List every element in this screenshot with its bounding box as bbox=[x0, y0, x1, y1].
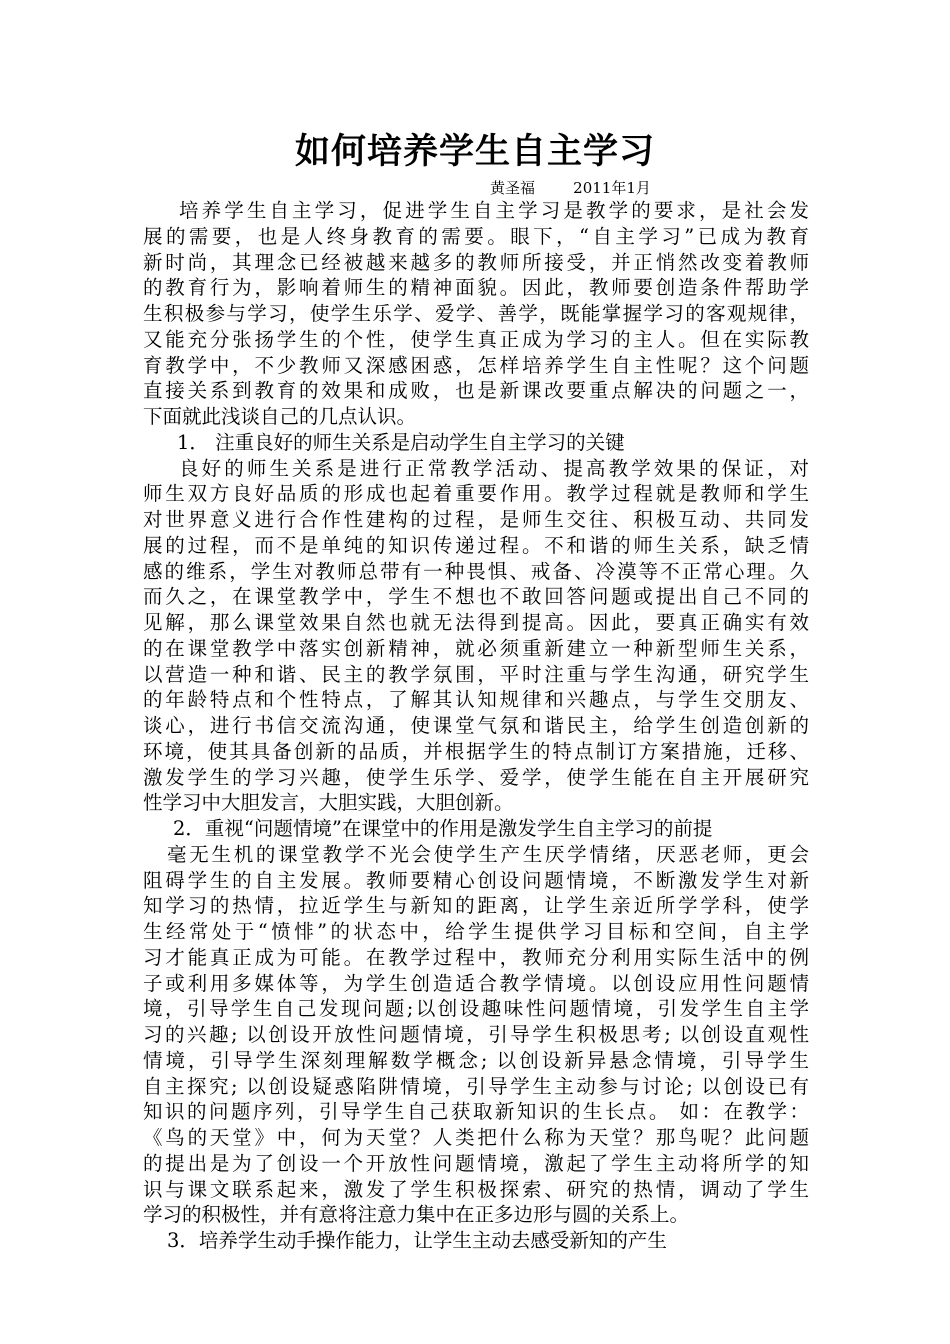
paragraph-line: 习的兴趣; 以创设开放性问题情境，引导学生积极思考; 以创设直观性 bbox=[143, 1023, 809, 1046]
paragraph-line: 环境，使其具备创新的品质，并根据学生的特点制订方案措施，迁移、 bbox=[143, 739, 809, 763]
paragraph-line: 子或利用多媒体等，为学生创造适合教学情境。以创设应用性问题情 bbox=[143, 971, 809, 995]
paragraph-line: 良好的师生关系是进行正常教学活动、提高教学效果的保证，对 bbox=[179, 456, 809, 480]
author-name: 黄圣福 bbox=[490, 179, 536, 197]
paragraph-line: 境，引导学生自己发现问题;以创设趣味性问题情境，引发学生自主学 bbox=[143, 997, 809, 1021]
paragraph-line: 下面就此浅谈自己的几点认识。 bbox=[143, 405, 417, 428]
paragraph-line: 识与课文联系起来，激发了学生积极探索、研究的热情，调动了学生 bbox=[143, 1177, 809, 1201]
paragraph-line: 生积极参与学习，使学生乐学、爱学、善学，既能掌握学习的客观规律， bbox=[143, 302, 809, 325]
paragraph bbox=[143, 198, 809, 430]
paragraph-line: 师生双方良好品质的形成也起着重要作用。教学过程就是教师和学生 bbox=[143, 482, 809, 506]
paragraph-line: 毫无生机的课堂教学不光会使学生产生厌学情绪，厌恶老师，更会 bbox=[167, 842, 809, 866]
paragraph-line: 1． 注重良好的师生关系是启动学生自主学习的关键 bbox=[177, 430, 625, 454]
paragraph-line: 育教学中，不少教师又深感困惑，怎样培养学生自主性呢？这个问题 bbox=[143, 353, 809, 377]
paragraph-line: 以营造一种和谐、民主的教学氛围，平时注重与学生沟通，研究学生 bbox=[143, 662, 809, 686]
byline bbox=[490, 177, 651, 199]
paragraph-line: 知识的问题序列，引导学生自己获取新知识的生长点。 如：在教学： bbox=[143, 1100, 809, 1124]
byline-gap bbox=[535, 179, 573, 197]
paragraph-line: 阻碍学生的自主发展。教师要精心创设问题情境，不断激发学生对新 bbox=[143, 868, 809, 892]
document-body bbox=[143, 198, 809, 1254]
paragraph-line: 培养学生自主学习，促进学生自主学习是教学的要求，是社会发 bbox=[179, 199, 809, 222]
paragraph-line: 新时尚，其理念已经被越来越多的教师所接受，并正悄然改变着教师 bbox=[143, 250, 809, 274]
paragraph-line: 性学习中大胆发言，大胆实践，大胆创新。 bbox=[143, 791, 514, 815]
paragraph-line: 习才能真正成为可能。在教学过程中，教师充分利用实际生活中的例 bbox=[143, 945, 809, 969]
paragraph-line: 情境，引导学生深刻理解数学概念; 以创设新异悬念情境，引导学生 bbox=[143, 1048, 809, 1072]
paragraph-line: 谈心，进行书信交流沟通，使课堂气氛和谐民主，给学生创造创新的 bbox=[143, 714, 809, 737]
paragraph-line: 激发学生的学习兴趣，使学生乐学、爱学，使学生能在自主开展研究 bbox=[143, 765, 809, 789]
document-title: 如何培养学生自主学习 bbox=[294, 132, 655, 172]
paragraph-line: 又能充分张扬学生的个性，使学生真正成为学习的主人。但在实际教 bbox=[143, 327, 809, 351]
paragraph-line: 展的需要，也是人终身教育的需要。眼下，“自主学习”已成为教育 bbox=[143, 224, 809, 248]
paragraph bbox=[143, 816, 809, 842]
paragraph-line: 感的维系，学生对教师总带有一种畏惧、戒备、冷漠等不正常心理。久 bbox=[143, 559, 809, 583]
paragraph-line: 而久之，在课堂教学中，学生不想也不敢回答问题或提出自己不同的 bbox=[143, 585, 809, 609]
paragraph-line: 对世界意义进行合作性建构的过程，是师生交往、积极互动、共同发 bbox=[143, 508, 809, 531]
paragraph bbox=[143, 1228, 809, 1254]
paragraph-line: 的教育行为，影响着师生的精神面貌。因此，教师要创造条件帮助学 bbox=[143, 276, 809, 300]
paragraph-line: 生经常处于“愤悱”的状态中，给学生提供学习目标和空间，自主学 bbox=[143, 920, 809, 943]
paragraph-line: 见解，那么课堂效果自然也就无法得到提高。因此，要真正确实有效 bbox=[143, 611, 809, 634]
paragraph-line: 的提出是为了创设一个开放性问题情境，激起了学生主动将所学的知 bbox=[143, 1151, 809, 1175]
paragraph-line: 学习的积极性，并有意将注意力集中在正多边形与圆的关系上。 bbox=[143, 1203, 690, 1227]
paragraph bbox=[143, 430, 809, 456]
paragraph bbox=[143, 456, 809, 817]
paragraph-line: 3．培养学生动手操作能力，让学生主动去感受新知的产生 bbox=[167, 1229, 667, 1252]
paragraph-line: 直接关系到教育的效果和成败，也是新课改要重点解决的问题之一， bbox=[143, 379, 809, 403]
paragraph-line: 的在课堂教学中落实创新精神，就必须重新建立一种新型师生关系， bbox=[143, 636, 809, 660]
paragraph-line: 2．重视“问题情境”在课堂中的作用是激发学生自主学习的前提 bbox=[173, 817, 713, 840]
paragraph-line: 《鸟的天堂》中，何为天堂？人类把什么称为天堂？那鸟呢？此问题 bbox=[143, 1126, 809, 1149]
paragraph-line: 知学习的热情，拉近学生与新知的距离，让学生亲近所学学科，使学 bbox=[143, 894, 809, 918]
document-date: 2011年1月 bbox=[573, 179, 651, 197]
paragraph-line: 自主探究; 以创设疑惑陷阱情境，引导学生主动参与讨论; 以创设已有 bbox=[143, 1074, 809, 1098]
paragraph-line: 展的过程，而不是单纯的知识传递过程。不和谐的师生关系，缺乏情 bbox=[143, 533, 809, 557]
paragraph bbox=[143, 842, 809, 1228]
paragraph-line: 的年龄特点和个性特点，了解其认知规律和兴趣点，与学生交朋友、 bbox=[143, 688, 809, 712]
